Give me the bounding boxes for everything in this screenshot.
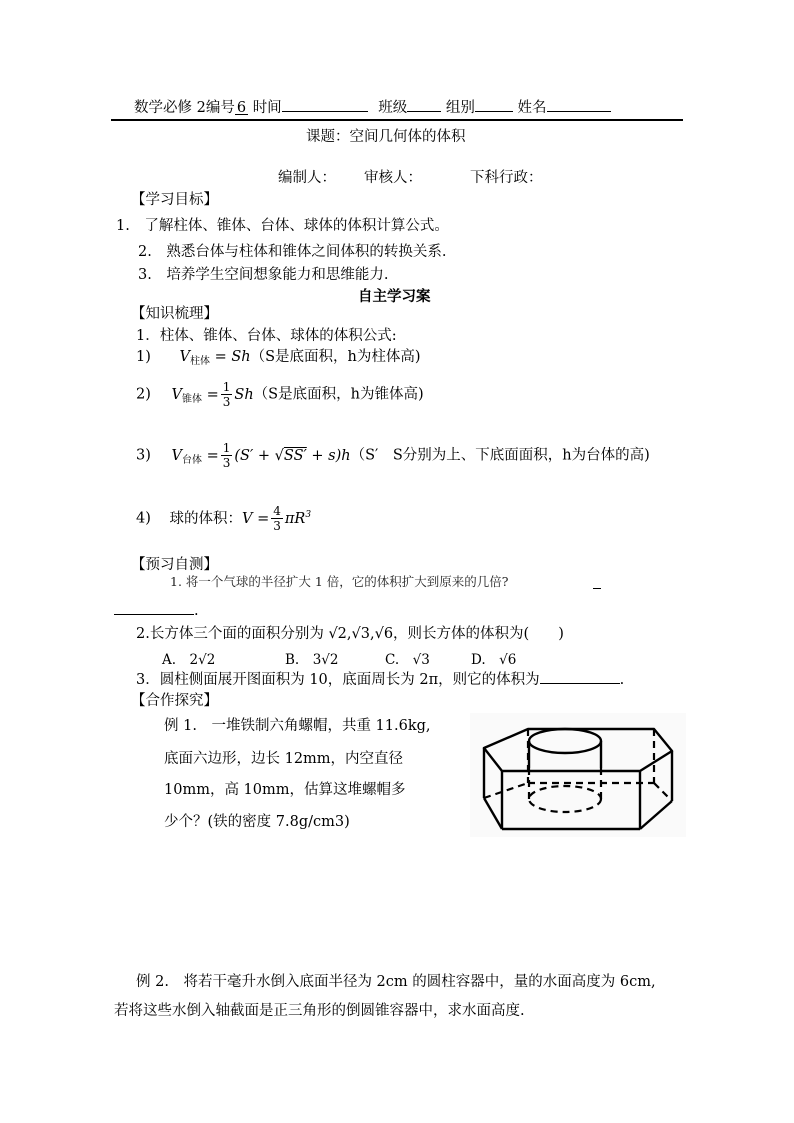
formula-3-sub: 台体 <box>181 454 202 466</box>
example-1-line-2: 底面六边形，边长 12mm，内空直径 <box>164 751 404 767</box>
q2-option-c: C. √3 <box>385 652 430 668</box>
formula-2-num: 2) <box>136 386 151 403</box>
formula-3-note: （S′ S分别为上、下底面面积，h为台体的高) <box>350 447 650 464</box>
hex-nut-figure <box>470 713 686 837</box>
time-blank <box>282 97 368 112</box>
formula-2-note: （S是底面积，h为锥体高) <box>253 386 424 403</box>
formula-1-note: （S是底面积，h为柱体高) <box>250 349 421 365</box>
formula-cylinder: 1) $V_{柱体} = Sh(S$是底面积，h为柱体高) <box>136 349 421 367</box>
header-line <box>134 96 611 117</box>
class-label: 班级 <box>378 100 408 116</box>
preview-heading: 【预习自测】 <box>131 557 218 573</box>
goal-item-3: 3. 培养学生空间想象能力和思维能力. <box>138 267 389 283</box>
formula-sphere: 4) 球的体积：V = $\frac{4}{3}$ $\pi R^3$ <box>136 504 312 533</box>
formula-frustum: 3) $V_{台体}$ = $\frac{1}{3}$ (S′ + √SS′ + s)h（S′ S分别为上、下底面面积，h为台体的高) <box>136 441 650 470</box>
goals-heading: 【学习目标】 <box>131 192 218 208</box>
group-blank <box>475 97 513 112</box>
knowledge-intro: 1．柱体、锥体、台体、球体的体积公式: <box>136 328 397 344</box>
name-label: 姓名 <box>517 100 547 116</box>
formula-1-num: 1) <box>136 349 151 365</box>
number-value: 6 <box>236 100 247 116</box>
formula-1-sub: 柱体 <box>189 356 210 367</box>
formula-4-num: 4) <box>136 510 151 527</box>
time-label: 时间 <box>252 100 282 116</box>
q2-option-d: D. √6 <box>471 652 517 668</box>
example-1-line-4: 少个？(铁的密度 7.8g/cm3) <box>164 814 350 830</box>
example-2-line-1: 例 2. 将若干毫升水倒入底面半径为 2cm 的圆柱容器中，量的水面高度为 6cm, <box>136 974 656 990</box>
q1-answer-blank <box>114 600 194 615</box>
formula-4-label: 球的体积： <box>169 510 242 527</box>
class-blank <box>407 97 441 112</box>
preview-q3: 3．圆柱侧面展开图面积为 10，底面周长为 2π，则它的体积为 . <box>136 668 624 689</box>
q3-answer-blank <box>540 669 620 684</box>
number-label: 编号 <box>205 100 235 116</box>
course-label: 数学必修 2 <box>134 100 206 116</box>
section-title: 自主学习案 <box>358 288 431 305</box>
goal-item-2: 2. 熟悉台体与柱体和锥体之间体积的转换关系. <box>138 244 447 260</box>
q2-option-b: B. 3√2 <box>285 652 339 668</box>
header-rule <box>111 119 683 121</box>
knowledge-heading: 【知识梳理】 <box>131 306 218 322</box>
formula-cone: 2) $V_{锥体}$ = $\frac{1}{3}$ Sh（S是底面积，h为锥体高) <box>136 380 424 409</box>
preview-q1-dash <box>593 588 601 589</box>
cooperate-heading: 【合作探究】 <box>131 693 218 709</box>
formula-2-sub: 锥体 <box>181 393 202 405</box>
group-label: 组别 <box>445 100 475 116</box>
example-1-line-1: 例 1. 一堆铁制六角螺帽，共重 11.6kg, <box>164 718 431 734</box>
name-blank <box>547 97 611 112</box>
preview-q2: 2.长方体三个面的面积分别为 √2,√3,√6，则长方体的体积为( ) <box>136 626 564 642</box>
q2-option-a: A. 2√2 <box>162 652 216 668</box>
preview-q1-answer: . <box>114 600 199 619</box>
goal-item-1: 1. 了解柱体、锥体、台体、球体的体积计算公式。 <box>116 218 449 234</box>
example-2-line-2: 若将这些水倒入轴截面是正三角形的倒圆锥容器中，求水面高度. <box>114 1003 525 1019</box>
preview-q1: 1. 将一个气球的半径扩大 1 倍，它的体积扩大到原来的几倍? <box>170 574 509 589</box>
example-1-line-3: 10mm，高 10mm，估算这堆螺帽多 <box>164 782 406 798</box>
admin-label: 下科行政： <box>470 170 543 186</box>
formula-3-num: 3) <box>136 447 151 464</box>
page-title: 课题：空间几何体的体积 <box>306 129 466 145</box>
compiler-label: 编制人： <box>278 170 336 186</box>
reviewer-label: 审核人： <box>364 170 422 186</box>
